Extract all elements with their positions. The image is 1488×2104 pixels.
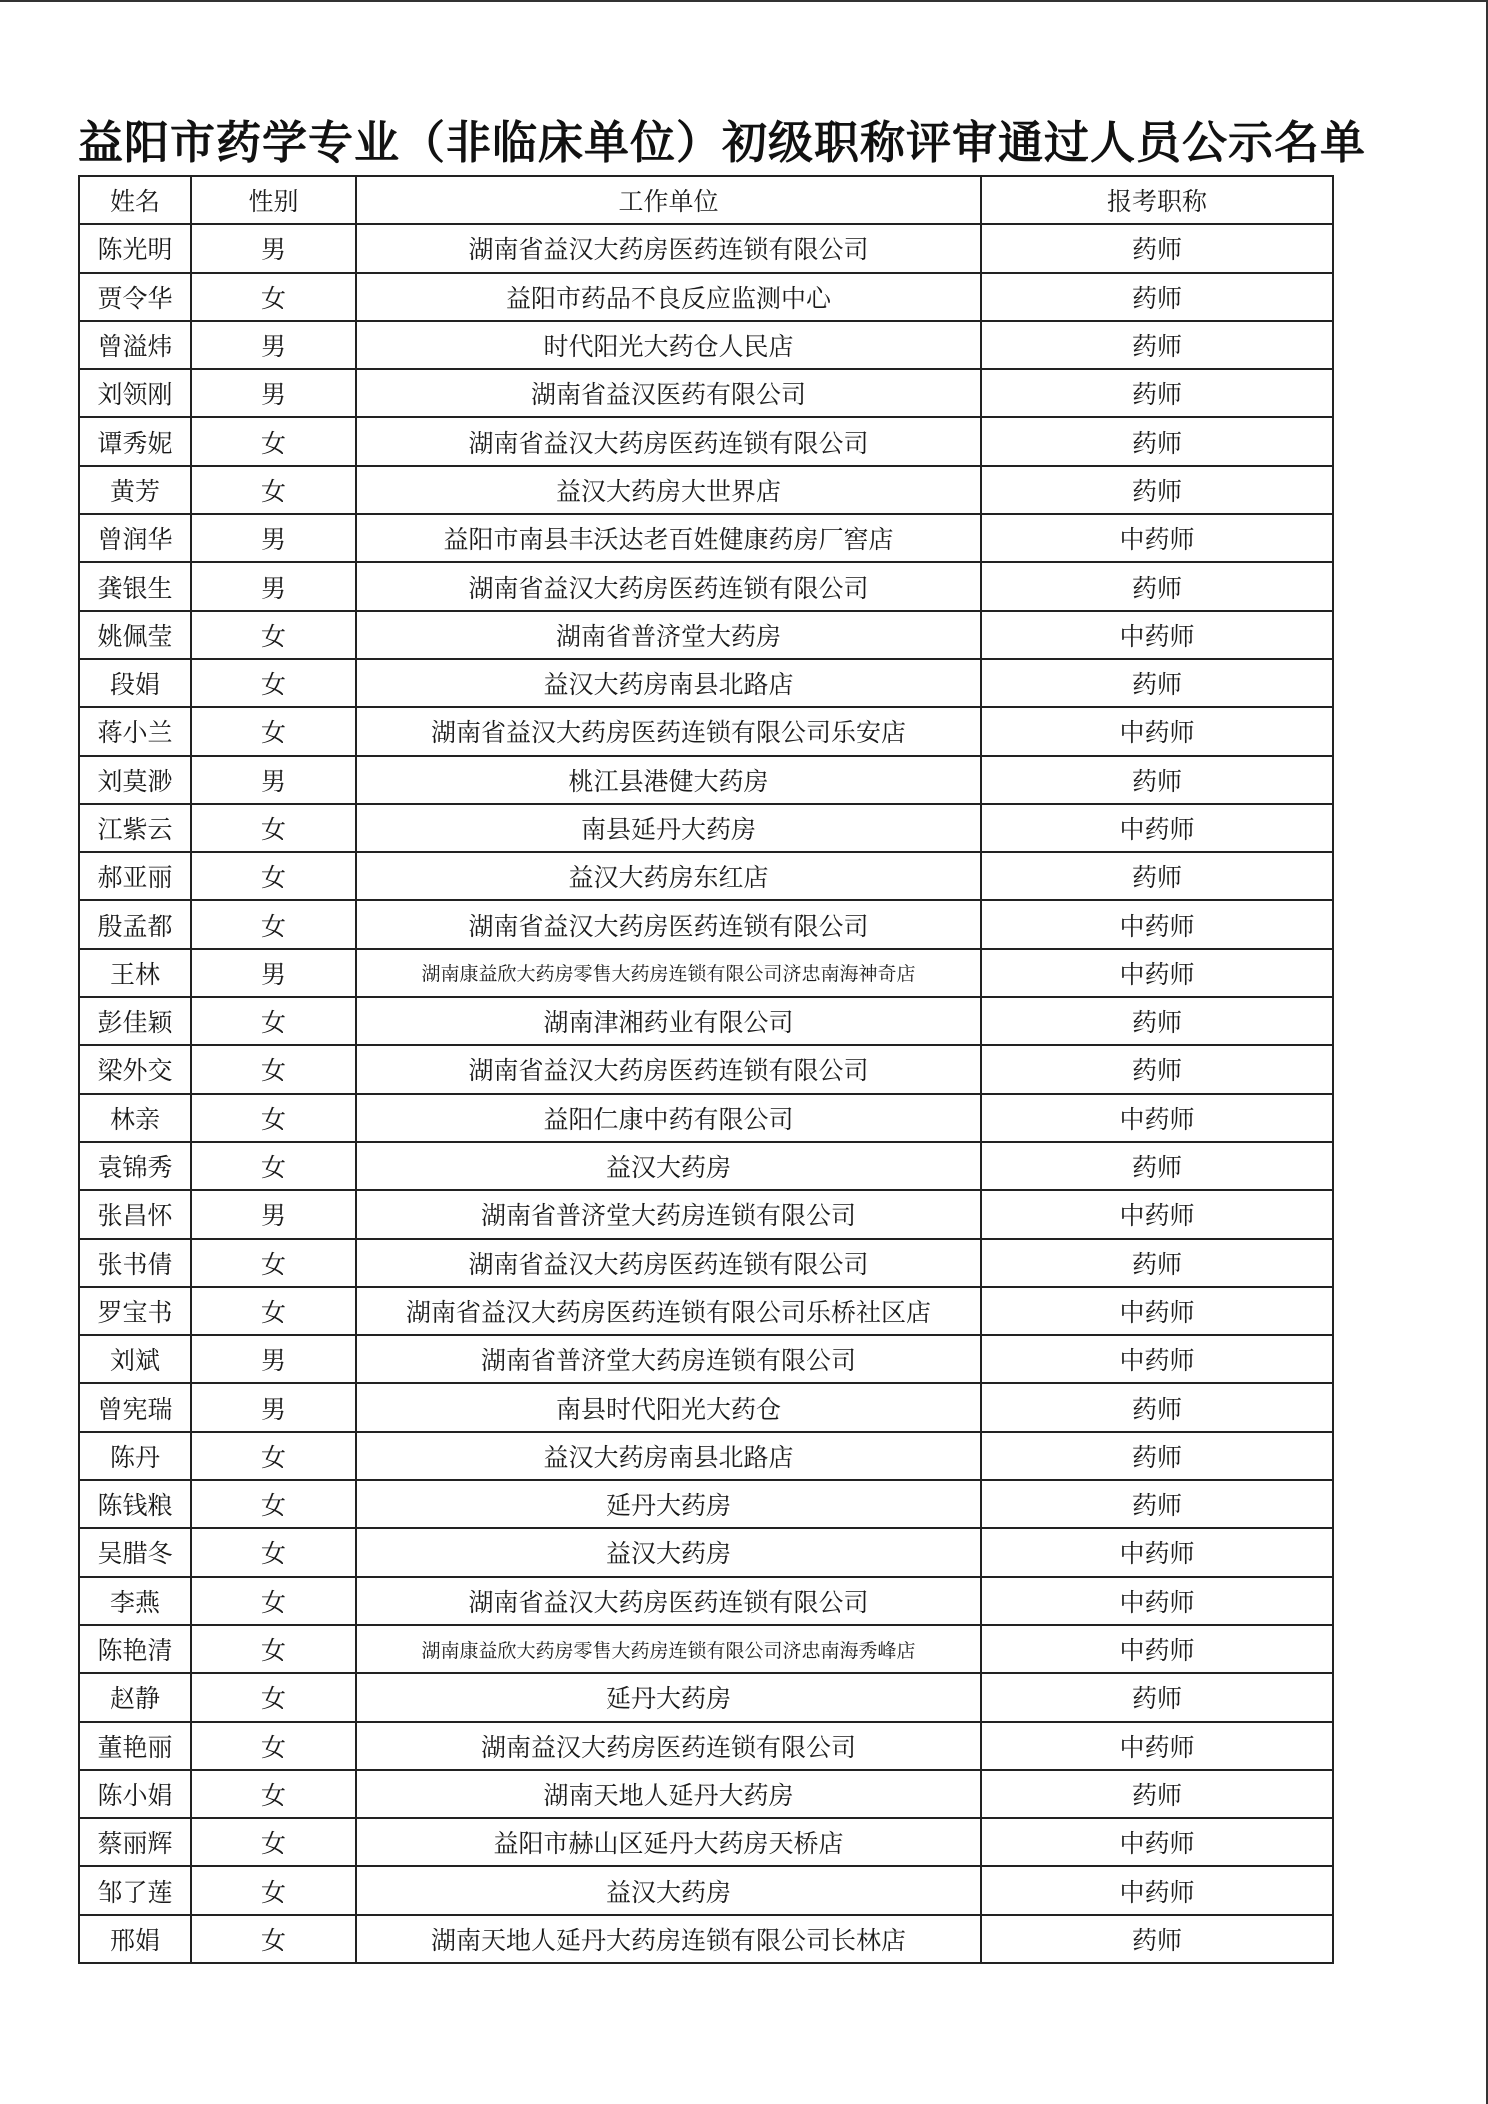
cell-gender: 女: [191, 659, 356, 707]
table-row: [79, 900, 1333, 948]
cell-applied-title: 药师: [981, 1383, 1333, 1431]
cell-work-unit: 湖南省益汉大药房医药连锁有限公司: [356, 417, 981, 465]
cell-applied-title: 药师: [981, 1770, 1333, 1818]
cell-gender: 女: [191, 273, 356, 321]
cell-work-unit: 南县时代阳光大药仓: [356, 1383, 981, 1431]
cell-name: 刘斌: [79, 1335, 191, 1383]
cell-gender: 女: [191, 1818, 356, 1866]
cell-name: 段娟: [79, 659, 191, 707]
table-row: [79, 756, 1333, 804]
cell-name: 罗宝书: [79, 1287, 191, 1335]
table-row: [79, 1287, 1333, 1335]
table-row: [79, 1625, 1333, 1673]
cell-applied-title: 药师: [981, 466, 1333, 514]
cell-applied-title: 中药师: [981, 949, 1333, 997]
cell-name: 陈光明: [79, 224, 191, 272]
cell-name: 陈艳清: [79, 1625, 191, 1673]
table-row: [79, 417, 1333, 465]
cell-gender: 女: [191, 1480, 356, 1528]
cell-name: 谭秀妮: [79, 417, 191, 465]
cell-name: 曾润华: [79, 514, 191, 562]
table-row: [79, 1673, 1333, 1721]
header-applied-title: 报考职称: [981, 176, 1333, 224]
cell-name: 姚佩莹: [79, 611, 191, 659]
cell-gender: 男: [191, 1190, 356, 1238]
table-row: [79, 321, 1333, 369]
cell-gender: 男: [191, 1383, 356, 1431]
cell-applied-title: 中药师: [981, 1287, 1333, 1335]
cell-work-unit: 湖南省普济堂大药房连锁有限公司: [356, 1190, 981, 1238]
header-work-unit: 工作单位: [356, 176, 981, 224]
cell-applied-title: 药师: [981, 1915, 1333, 1963]
cell-gender: 女: [191, 804, 356, 852]
cell-work-unit: 延丹大药房: [356, 1673, 981, 1721]
cell-work-unit: 湖南省益汉大药房医药连锁有限公司: [356, 1045, 981, 1093]
cell-applied-title: 中药师: [981, 1866, 1333, 1914]
cell-gender: 女: [191, 900, 356, 948]
cell-work-unit: 湖南省益汉大药房医药连锁有限公司: [356, 224, 981, 272]
cell-gender: 女: [191, 1045, 356, 1093]
cell-gender: 女: [191, 1915, 356, 1963]
cell-name: 张书倩: [79, 1239, 191, 1287]
cell-gender: 女: [191, 852, 356, 900]
cell-name: 袁锦秀: [79, 1142, 191, 1190]
cell-applied-title: 中药师: [981, 611, 1333, 659]
table-row: [79, 1335, 1333, 1383]
cell-gender: 女: [191, 1625, 356, 1673]
table-row: [79, 1480, 1333, 1528]
table-row: [79, 1915, 1333, 1963]
table-row: [79, 273, 1333, 321]
cell-gender: 女: [191, 1528, 356, 1576]
cell-gender: 女: [191, 1094, 356, 1142]
cell-gender: 男: [191, 1335, 356, 1383]
cell-gender: 女: [191, 417, 356, 465]
table-row: [79, 949, 1333, 997]
cell-applied-title: 药师: [981, 417, 1333, 465]
cell-name: 彭佳颖: [79, 997, 191, 1045]
cell-work-unit: 湖南津湘药业有限公司: [356, 997, 981, 1045]
cell-work-unit: 南县延丹大药房: [356, 804, 981, 852]
roster-table: [78, 175, 1334, 1964]
cell-gender: 女: [191, 466, 356, 514]
cell-applied-title: 中药师: [981, 804, 1333, 852]
table-row: [79, 1383, 1333, 1431]
cell-gender: 男: [191, 224, 356, 272]
table-row: [79, 1045, 1333, 1093]
cell-applied-title: 药师: [981, 1045, 1333, 1093]
cell-work-unit: 益阳仁康中药有限公司: [356, 1094, 981, 1142]
table-row: [79, 852, 1333, 900]
cell-applied-title: 药师: [981, 562, 1333, 610]
cell-name: 邹了莲: [79, 1866, 191, 1914]
cell-name: 陈丹: [79, 1432, 191, 1480]
cell-gender: 男: [191, 514, 356, 562]
table-header-row: [79, 176, 1333, 224]
cell-name: 龚银生: [79, 562, 191, 610]
cell-applied-title: 药师: [981, 659, 1333, 707]
cell-name: 林亲: [79, 1094, 191, 1142]
table-row: [79, 659, 1333, 707]
table-row: [79, 1577, 1333, 1625]
cell-work-unit: 益汉大药房: [356, 1528, 981, 1576]
cell-work-unit: 桃江县港健大药房: [356, 756, 981, 804]
cell-gender: 女: [191, 1722, 356, 1770]
cell-work-unit: 湖南省普济堂大药房连锁有限公司: [356, 1335, 981, 1383]
cell-applied-title: 药师: [981, 369, 1333, 417]
table-row: [79, 1142, 1333, 1190]
cell-name: 蒋小兰: [79, 707, 191, 755]
cell-name: 王林: [79, 949, 191, 997]
cell-gender: 女: [191, 1866, 356, 1914]
cell-gender: 女: [191, 1673, 356, 1721]
cell-name: 陈钱粮: [79, 1480, 191, 1528]
cell-gender: 女: [191, 1287, 356, 1335]
cell-gender: 男: [191, 321, 356, 369]
cell-work-unit: 湖南天地人延丹大药房: [356, 1770, 981, 1818]
cell-name: 吴腊冬: [79, 1528, 191, 1576]
cell-gender: 男: [191, 949, 356, 997]
cell-work-unit: 益阳市药品不良反应监测中心: [356, 273, 981, 321]
cell-work-unit: 益汉大药房东红店: [356, 852, 981, 900]
cell-applied-title: 中药师: [981, 514, 1333, 562]
cell-work-unit: 湖南省益汉大药房医药连锁有限公司: [356, 900, 981, 948]
table-row: [79, 804, 1333, 852]
cell-gender: 女: [191, 1432, 356, 1480]
cell-work-unit: 益阳市南县丰沃达老百姓健康药房厂窖店: [356, 514, 981, 562]
cell-applied-title: 药师: [981, 1432, 1333, 1480]
cell-applied-title: 药师: [981, 852, 1333, 900]
cell-work-unit: 益汉大药房大世界店: [356, 466, 981, 514]
table-row: [79, 1239, 1333, 1287]
table-row: [79, 1722, 1333, 1770]
cell-work-unit: 湖南康益欣大药房零售大药房连锁有限公司济忠南海神奇店: [356, 949, 981, 997]
cell-applied-title: 中药师: [981, 1818, 1333, 1866]
cell-name: 刘领刚: [79, 369, 191, 417]
cell-applied-title: 药师: [981, 273, 1333, 321]
cell-name: 陈小娟: [79, 1770, 191, 1818]
table-row: [79, 1094, 1333, 1142]
table-row: [79, 562, 1333, 610]
cell-applied-title: 中药师: [981, 1528, 1333, 1576]
cell-gender: 女: [191, 707, 356, 755]
cell-name: 刘莫渺: [79, 756, 191, 804]
cell-gender: 女: [191, 1239, 356, 1287]
header-gender: 性别: [191, 176, 356, 224]
cell-work-unit: 湖南康益欣大药房零售大药房连锁有限公司济忠南海秀峰店: [356, 1625, 981, 1673]
cell-work-unit: 湖南益汉大药房医药连锁有限公司: [356, 1722, 981, 1770]
cell-applied-title: 药师: [981, 997, 1333, 1045]
cell-applied-title: 中药师: [981, 1335, 1333, 1383]
cell-name: 邢娟: [79, 1915, 191, 1963]
cell-name: 江紫云: [79, 804, 191, 852]
cell-applied-title: 中药师: [981, 1625, 1333, 1673]
cell-name: 梁外交: [79, 1045, 191, 1093]
cell-applied-title: 药师: [981, 1480, 1333, 1528]
cell-applied-title: 中药师: [981, 1094, 1333, 1142]
cell-applied-title: 中药师: [981, 1722, 1333, 1770]
table-row: [79, 466, 1333, 514]
cell-applied-title: 中药师: [981, 1577, 1333, 1625]
cell-work-unit: 益阳市赫山区延丹大药房天桥店: [356, 1818, 981, 1866]
cell-applied-title: 药师: [981, 1673, 1333, 1721]
cell-name: 曾溢炜: [79, 321, 191, 369]
table-row: [79, 1818, 1333, 1866]
cell-name: 殷孟都: [79, 900, 191, 948]
cell-work-unit: 湖南省益汉医药有限公司: [356, 369, 981, 417]
cell-applied-title: 中药师: [981, 900, 1333, 948]
cell-work-unit: 时代阳光大药仓人民店: [356, 321, 981, 369]
cell-work-unit: 延丹大药房: [356, 1480, 981, 1528]
cell-gender: 男: [191, 369, 356, 417]
cell-work-unit: 益汉大药房: [356, 1142, 981, 1190]
cell-work-unit: 湖南省益汉大药房医药连锁有限公司: [356, 1239, 981, 1287]
cell-gender: 女: [191, 997, 356, 1045]
cell-gender: 女: [191, 1142, 356, 1190]
table-row: [79, 1432, 1333, 1480]
cell-gender: 女: [191, 1577, 356, 1625]
cell-applied-title: 药师: [981, 321, 1333, 369]
document-title: 益阳市药学专业（非临床单位）初级职称评审通过人员公示名单: [78, 116, 1367, 170]
cell-work-unit: 益汉大药房南县北路店: [356, 1432, 981, 1480]
cell-applied-title: 药师: [981, 1142, 1333, 1190]
table-row: [79, 1190, 1333, 1238]
cell-gender: 男: [191, 562, 356, 610]
cell-name: 郝亚丽: [79, 852, 191, 900]
cell-applied-title: 中药师: [981, 707, 1333, 755]
cell-name: 曾宪瑞: [79, 1383, 191, 1431]
table-row: [79, 514, 1333, 562]
cell-name: 赵静: [79, 1673, 191, 1721]
cell-applied-title: 药师: [981, 756, 1333, 804]
header-name: 姓名: [79, 176, 191, 224]
cell-applied-title: 药师: [981, 1239, 1333, 1287]
cell-name: 李燕: [79, 1577, 191, 1625]
cell-work-unit: 湖南省益汉大药房医药连锁有限公司乐桥社区店: [356, 1287, 981, 1335]
cell-name: 蔡丽辉: [79, 1818, 191, 1866]
cell-work-unit: 湖南省益汉大药房医药连锁有限公司: [356, 1577, 981, 1625]
cell-applied-title: 药师: [981, 224, 1333, 272]
cell-name: 贾令华: [79, 273, 191, 321]
table-row: [79, 997, 1333, 1045]
table-row: [79, 707, 1333, 755]
cell-name: 黄芳: [79, 466, 191, 514]
table-row: [79, 1528, 1333, 1576]
cell-name: 董艳丽: [79, 1722, 191, 1770]
table-row: [79, 1770, 1333, 1818]
cell-work-unit: 湖南省普济堂大药房: [356, 611, 981, 659]
table-row: [79, 1866, 1333, 1914]
cell-gender: 男: [191, 756, 356, 804]
cell-work-unit: 益汉大药房南县北路店: [356, 659, 981, 707]
roster-body: [79, 224, 1333, 1963]
cell-work-unit: 益汉大药房: [356, 1866, 981, 1914]
cell-name: 张昌怀: [79, 1190, 191, 1238]
cell-work-unit: 湖南省益汉大药房医药连锁有限公司乐安店: [356, 707, 981, 755]
cell-gender: 女: [191, 611, 356, 659]
cell-gender: 女: [191, 1770, 356, 1818]
table-row: [79, 611, 1333, 659]
cell-applied-title: 中药师: [981, 1190, 1333, 1238]
cell-work-unit: 湖南天地人延丹大药房连锁有限公司长林店: [356, 1915, 981, 1963]
table-row: [79, 369, 1333, 417]
cell-work-unit: 湖南省益汉大药房医药连锁有限公司: [356, 562, 981, 610]
table-row: [79, 224, 1333, 272]
